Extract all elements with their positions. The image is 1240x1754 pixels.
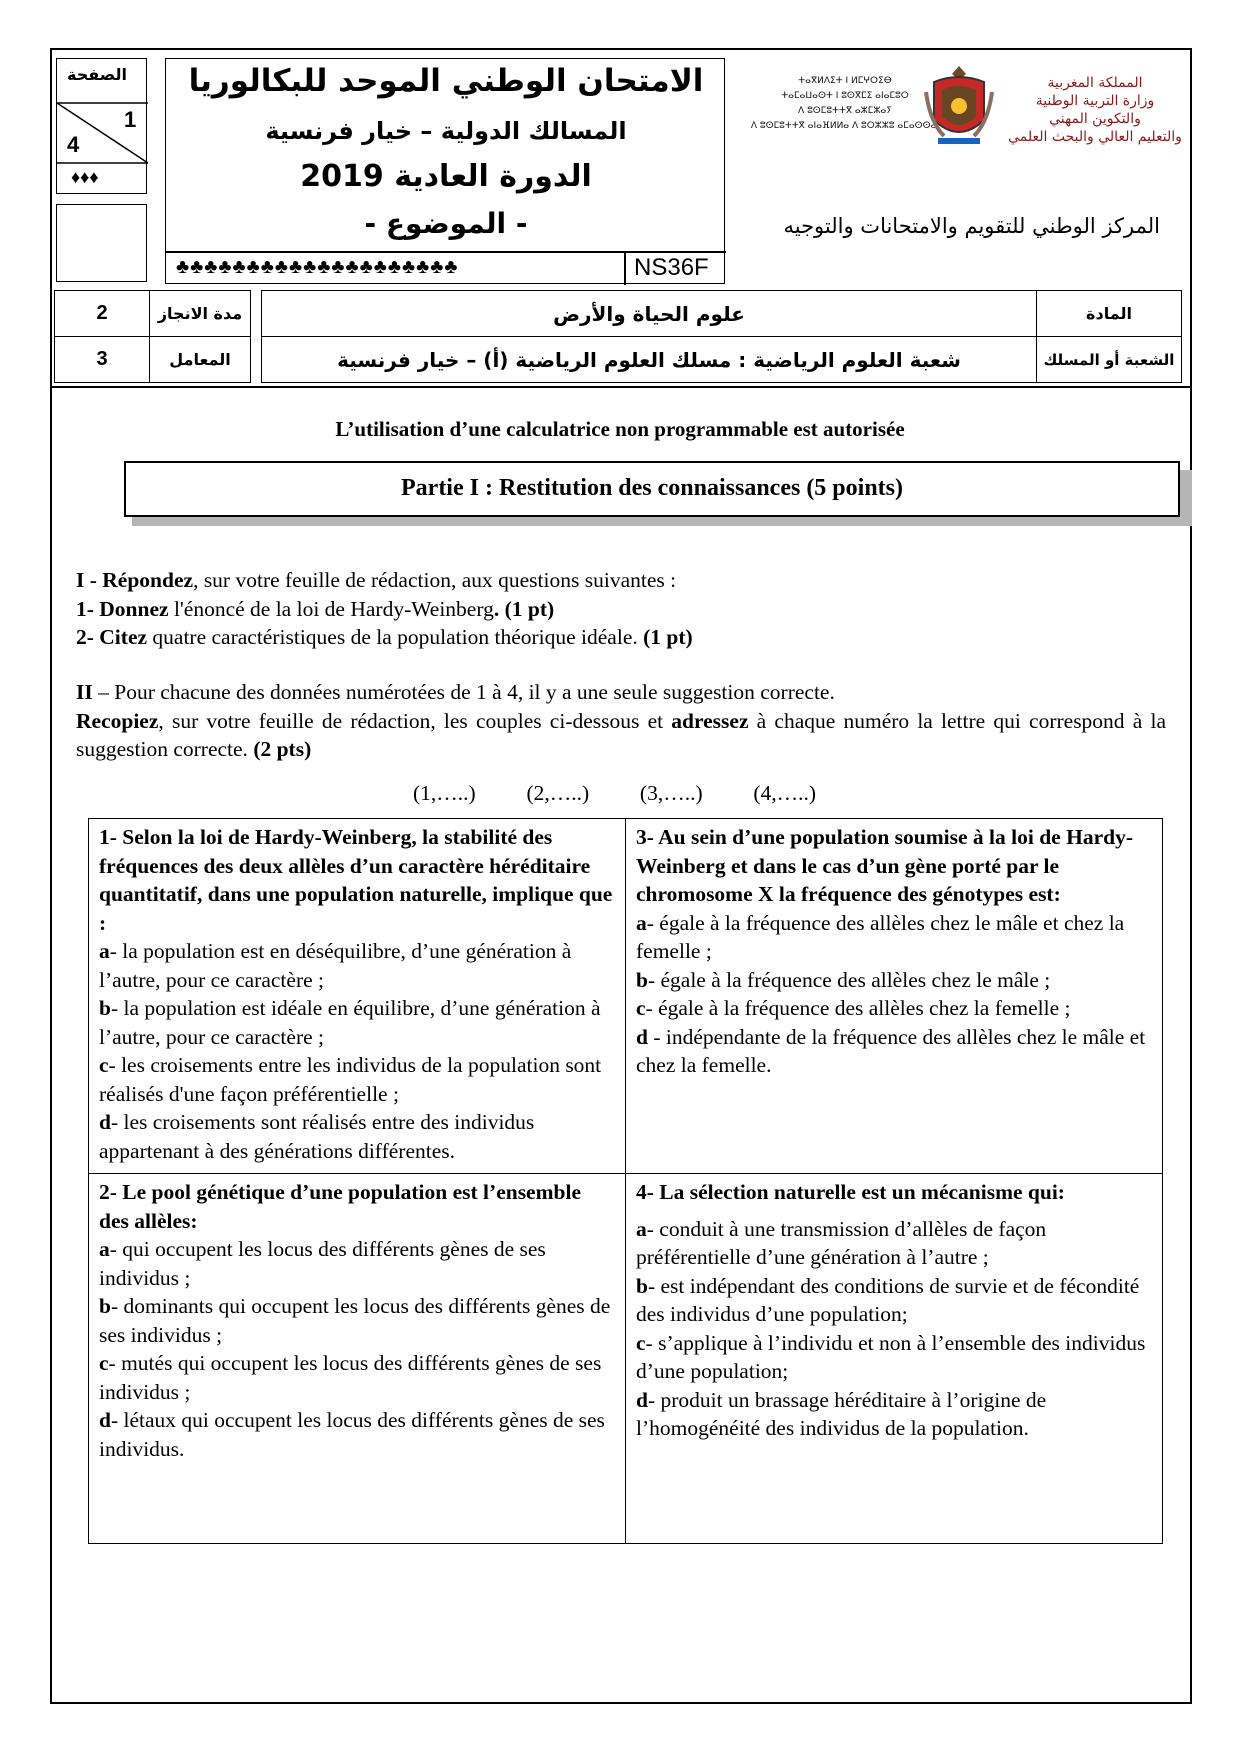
- section-2-line1: [76, 678, 1166, 707]
- section-1: [76, 566, 1166, 652]
- question-cell-1: [89, 819, 626, 1174]
- question-title: 2- Le pool génétique d’une population est l’ensemble des allèles:: [99, 1180, 581, 1233]
- tifinagh-line-3: ⴷ ⵓⵙⵎⵓⵜⵜⴳ ⴰⵣⵎⵣⴰⵢ: [798, 106, 892, 116]
- calculator-note: L’utilisation d’une calculatrice non programmable est autorisée: [335, 417, 905, 441]
- ministry-tifinagh: [745, 74, 945, 134]
- q1-text: l'énoncé de la loi de Hardy-Weinberg: [168, 596, 494, 621]
- section-2-line2: [76, 707, 1166, 764]
- option-d: d- les croisements sont réalisés entre des individus appartenant à des générations différentes.: [99, 1110, 535, 1163]
- option-b: b- égale à la fréquence des allèles chez le mâle ;: [636, 967, 1051, 992]
- question-cell-2: [89, 1174, 626, 1544]
- option-d: d- létaux qui occupent les locus des différents gènes de ses individus.: [99, 1408, 605, 1461]
- couple-1: (1,…..): [413, 781, 476, 805]
- coef-label: المعامل: [150, 337, 251, 383]
- duration-value: 2: [55, 291, 150, 337]
- exam-header-block: [165, 58, 725, 284]
- question-title: 1- Selon la loi de Hardy-Weinberg, la stabilité des fréquences des deux allèles d’un caractère héréditaire quantitatif, dans une population naturelle, implique que :: [99, 825, 613, 935]
- q1-points: . (1 pt): [493, 596, 555, 621]
- q1-verb: 1- Donnez: [76, 596, 169, 621]
- coat-of-arms-icon: [924, 62, 994, 148]
- option-a: a- qui occupent les locus des différents gènes de ses individus ;: [99, 1237, 546, 1290]
- q2-verb: 2- Citez: [76, 625, 148, 649]
- ministry-ar-line-2: وزارة التربية الوطنية: [1035, 93, 1155, 109]
- question-cell-3: [626, 819, 1163, 1174]
- page-current: 1: [124, 107, 137, 132]
- exam-info-table: [54, 290, 1182, 383]
- tifinagh-line-2: ⵜⴰⵎⴰⵡⴰⵙⵜ ⵏ ⵓⵙⴳⵎⵉ ⴰⵏⴰⵎⵓⵔ: [781, 91, 909, 101]
- q2-points: (1 pt): [643, 625, 693, 649]
- track-line: المسالك الدولية – خيار فرنسية: [265, 117, 627, 145]
- page-label: الصفحة: [67, 65, 128, 84]
- option-a: a- égale à la fréquence des allèles chez le mâle et chez la femelle ;: [636, 910, 1125, 963]
- option-d: d - indépendante de la fréquence des allèles chez le mâle et chez la femelle.: [636, 1024, 1146, 1077]
- option-c: c- s’applique à l’individu et non à l’ensemble des individus d’une population;: [636, 1330, 1146, 1383]
- page-number-box: [56, 58, 147, 194]
- exam-title: الامتحان الوطني الموحد للبكالوريا: [188, 63, 704, 99]
- blank-box: [56, 204, 147, 282]
- questions-table: [88, 818, 1163, 1544]
- subject-label: - الموضوع -: [364, 207, 528, 240]
- option-d: d- produit un brassage héréditaire à l’origine de l’homogénéité des individus de la population.: [636, 1387, 1047, 1440]
- session-line: الدورة العادية 2019: [300, 159, 592, 194]
- couple-3: (3,…..): [639, 781, 703, 805]
- ministry-ar-line-1: المملكة المغربية: [1047, 75, 1143, 91]
- option-b: b- est indépendant des conditions de survie et de fécondité des individus d’une population;: [636, 1273, 1140, 1326]
- header-divider: [166, 251, 726, 253]
- duration-label: مدة الانجاز: [150, 291, 251, 337]
- section-2-num: II: [76, 680, 93, 704]
- couple-4: (4,…..): [753, 781, 817, 805]
- page-total: 4: [67, 132, 80, 157]
- section-2-points: (2 pts): [253, 737, 312, 761]
- section-1-intro: [76, 566, 1166, 595]
- section-2-mid: , sur votre feuille de rédaction, les couples ci-dessous et: [158, 708, 672, 733]
- exam-code: NS36F: [634, 254, 709, 281]
- question-1: [76, 595, 1166, 624]
- ministry-ar-line-3: والتكوين المهني: [1049, 111, 1141, 127]
- couple-2: (2,…..): [526, 781, 590, 805]
- recopiez-verb: Recopiez: [76, 708, 159, 733]
- diamonds: ♦♦♦: [71, 167, 99, 187]
- tifinagh-line-1: ⵜⴰⴳⵍⴷⵉⵜ ⵏ ⵍⵎⵖⵔⵉⴱ: [798, 76, 892, 86]
- question-title: 3- Au sein d’une population soumise à la loi de Hardy-Weinberg et dans le cas d’un gène porté par le chromosome X la fréquence des génotypes est:: [636, 825, 1133, 906]
- option-c: c- mutés qui occupent les locus des différents gènes de ses individus ;: [99, 1351, 602, 1404]
- question-2: [76, 623, 1166, 652]
- subject-name-label: المادة: [1037, 291, 1182, 337]
- adressez-verb: adressez: [671, 708, 749, 733]
- exam-center: المركز الوطني للتقويم والامتحانات والتوجيه: [783, 214, 1160, 238]
- section-2-instruction: – Pour chacune des données numérotées de 1 à 4, il y a une seule suggestion correcte.: [92, 680, 835, 704]
- ministry-arabic: [1000, 74, 1190, 146]
- couples-row: [413, 779, 816, 808]
- question-title: 4- La sélection naturelle est un mécanisme qui:: [636, 1180, 1065, 1204]
- option-a: a- conduit à une transmission d’allèles de façon préférentielle d’une génération à l’autre ;: [636, 1216, 1047, 1269]
- info-divider: [50, 386, 1190, 388]
- option-c: c- égale à la fréquence des allèles chez la femelle ;: [636, 996, 1071, 1020]
- header-divider-v: [624, 251, 626, 285]
- option-b: b- la population est idéale en équilibre, d’une génération à l’autre, pour ce caractère ;: [99, 996, 601, 1049]
- branch-label: الشعبة أو المسلك: [1037, 337, 1182, 383]
- option-c: c- les croisements entre les individus de la population sont réalisés d'une façon préférentielle ;: [99, 1053, 602, 1106]
- option-b: b- dominants qui occupent les locus des différents gènes de ses individus ;: [99, 1294, 611, 1347]
- section-2: [76, 678, 1166, 764]
- option-a: a- la population est en déséquilibre, d’une génération à l’autre, pour ce caractère ;: [99, 939, 572, 992]
- intro-rest: , sur votre feuille de rédaction, aux questions suivantes :: [193, 568, 677, 592]
- branch-name: شعبة العلوم الرياضية : مسلك العلوم الرياضية (أ) – خيار فرنسية: [262, 337, 1037, 383]
- subject-name: علوم الحياة والأرض: [262, 291, 1037, 337]
- question-cell-4: [626, 1174, 1163, 1544]
- q2-text: quatre caractéristiques de la population théorique idéale.: [147, 625, 644, 649]
- section-2-end: à chaque numéro la lettre qui correspond à la suggestion correcte.: [76, 708, 1166, 761]
- part-title: Partie I : Restitution des connaissances (5 points): [124, 461, 1180, 517]
- tifinagh-line-4: ⴷ ⵓⵙⵎⵓⵜⵜⴳ ⴰⵏⴰⴼⵍⵍⴰ ⴷ ⵓⵔⵣⵣⵓ ⴰⵎⴰⵙⵙⴰⵏ: [750, 121, 940, 131]
- ministry-ar-line-4: والتعليم العالي والبحث العلمي: [1008, 129, 1182, 145]
- stars: ♣♣♣♣♣♣♣♣♣♣♣♣♣♣♣♣♣♣♣♣: [176, 256, 459, 278]
- coef-value: 3: [55, 337, 150, 383]
- intro-bold: I - Répondez: [76, 568, 194, 592]
